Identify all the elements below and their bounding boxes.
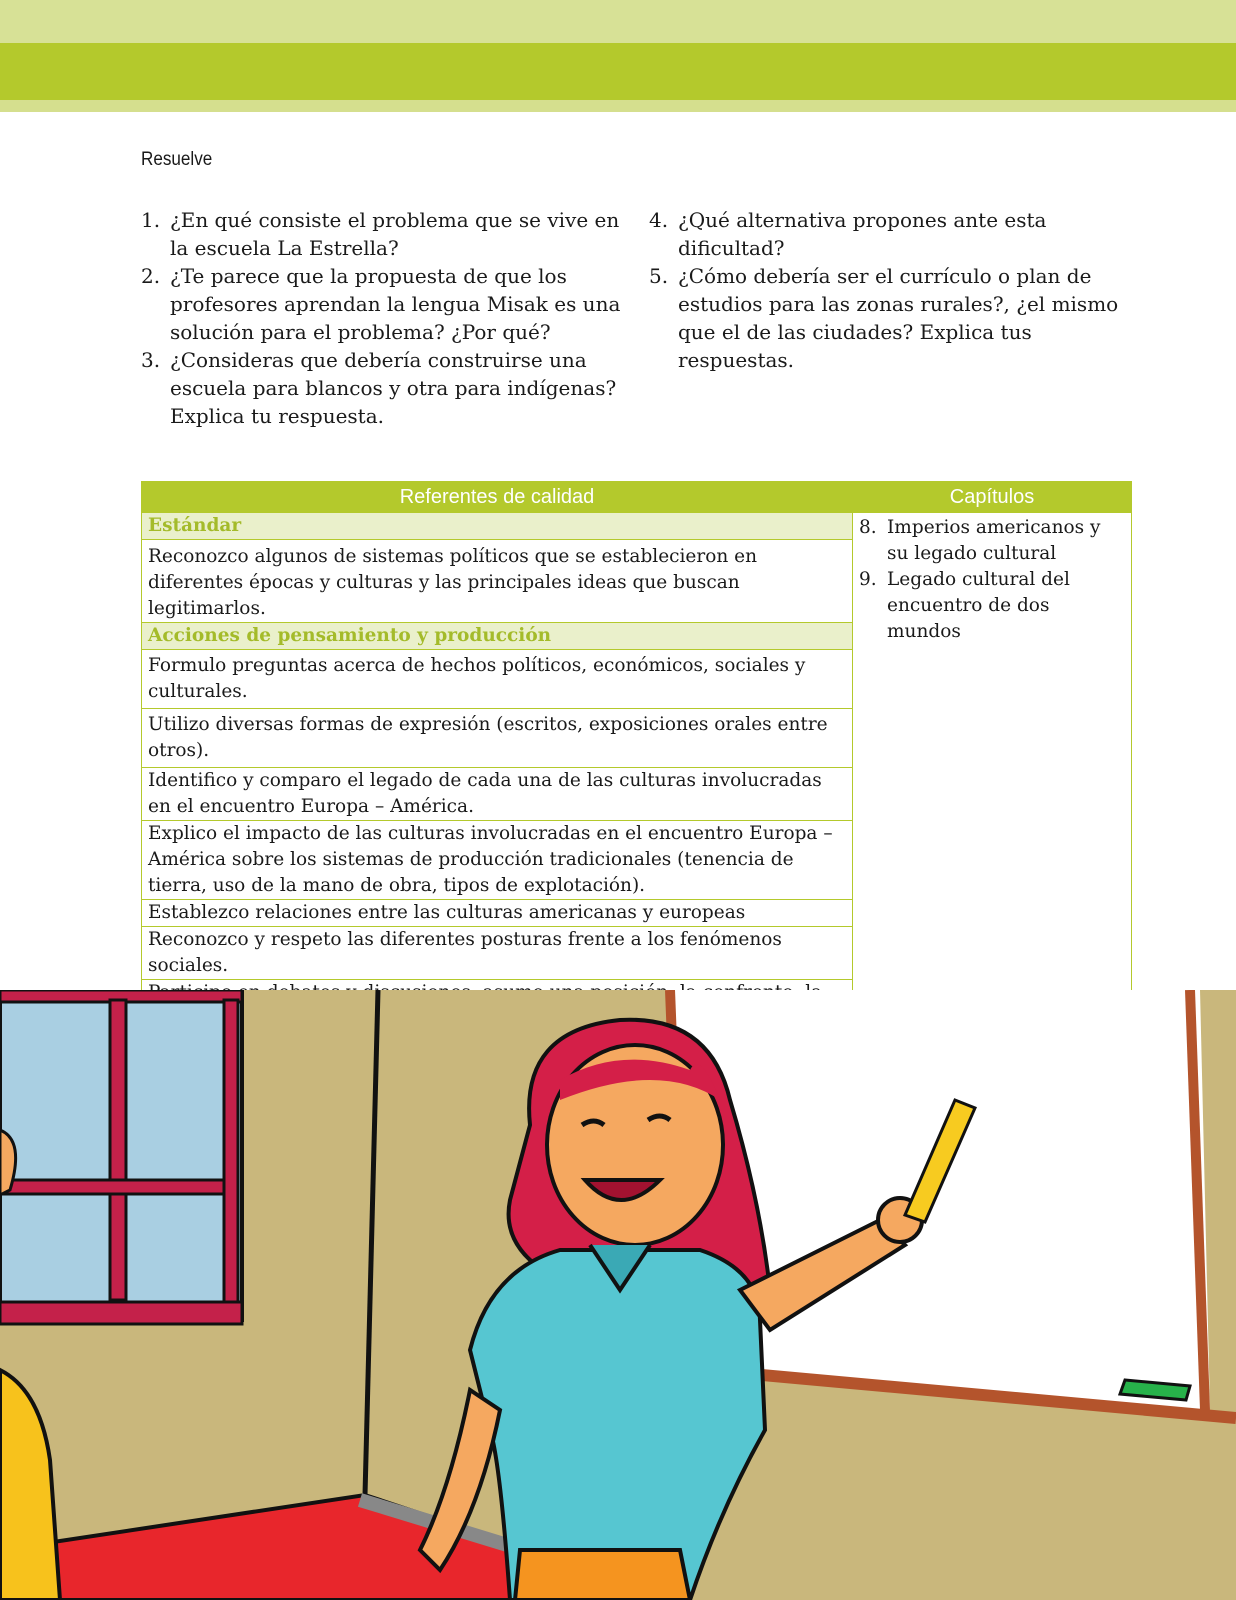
table-row: Explico el impacto de las culturas involucradas en el encuentro Europa – América sobre los sistemas de producción tradicionales (tenencia de tierra, uso de la mano de obra, tipos de explotación). <box>142 821 853 900</box>
question-item: 5. ¿Cómo debería ser el currículo o plan de estudios para las zonas rurales?, ¿el mismo que el de las ciudades? Explica tus respuestas. <box>649 264 1119 372</box>
question-list-left <box>141 206 626 430</box>
question-item: 2. ¿Te parece que la propuesta de que los profesores aprendan la lengua Misak es una solución para el problema? ¿Por qué? <box>141 264 621 344</box>
table-row: Establezco relaciones entre las culturas americanas y europeas <box>142 900 853 927</box>
table-row: Utilizo diversas formas de expresión (escritos, exposiciones orales entre otros). <box>142 709 853 768</box>
table-row: Formulo preguntas acerca de hechos políticos, económicos, sociales y culturales. <box>142 650 853 709</box>
header-band-light <box>0 0 1236 43</box>
header-band-stripe <box>0 100 1236 112</box>
question-item: 3. ¿Consideras que debería construirse una escuela para blancos y otra para indígenas? Explica tu respuesta. <box>141 348 617 428</box>
table-row: Reconozco y respeto las diferentes posturas frente a los fenómenos sociales. <box>142 927 853 980</box>
table-header-chapters: Capítulos <box>853 482 1132 513</box>
chapters-cell <box>853 513 1132 1060</box>
header-band <box>0 43 1236 100</box>
question-item: 4. ¿Qué alternativa propones ante esta dificultad? <box>649 208 1047 260</box>
standard-label: Estándar <box>142 513 853 540</box>
actions-label: Acciones de pensamiento y producción <box>142 623 853 650</box>
table-row: Identifico y comparo el legado de cada una de las culturas involucradas en el encuentro Europa – América. <box>142 768 853 821</box>
standard-text: Reconozco algunos de sistemas políticos que se establecieron en diferentes épocas y culturas y las principales ideas que buscan legitimarlos. <box>142 540 853 623</box>
chapter-item: 8. Imperios americanos y su legado cultural <box>859 517 1101 564</box>
quality-references-table <box>141 481 1132 1060</box>
question-list-right <box>649 206 1129 374</box>
table-header-references: Referentes de calidad <box>142 482 853 513</box>
section-title: Resuelve <box>141 149 213 170</box>
question-item: 1. ¿En qué consiste el problema que se vive en la escuela La Estrella? <box>141 208 620 260</box>
classroom-teacher-illustration <box>0 990 1236 1600</box>
chapter-item: 9. Legado cultural del encuentro de dos mundos <box>859 569 1070 642</box>
